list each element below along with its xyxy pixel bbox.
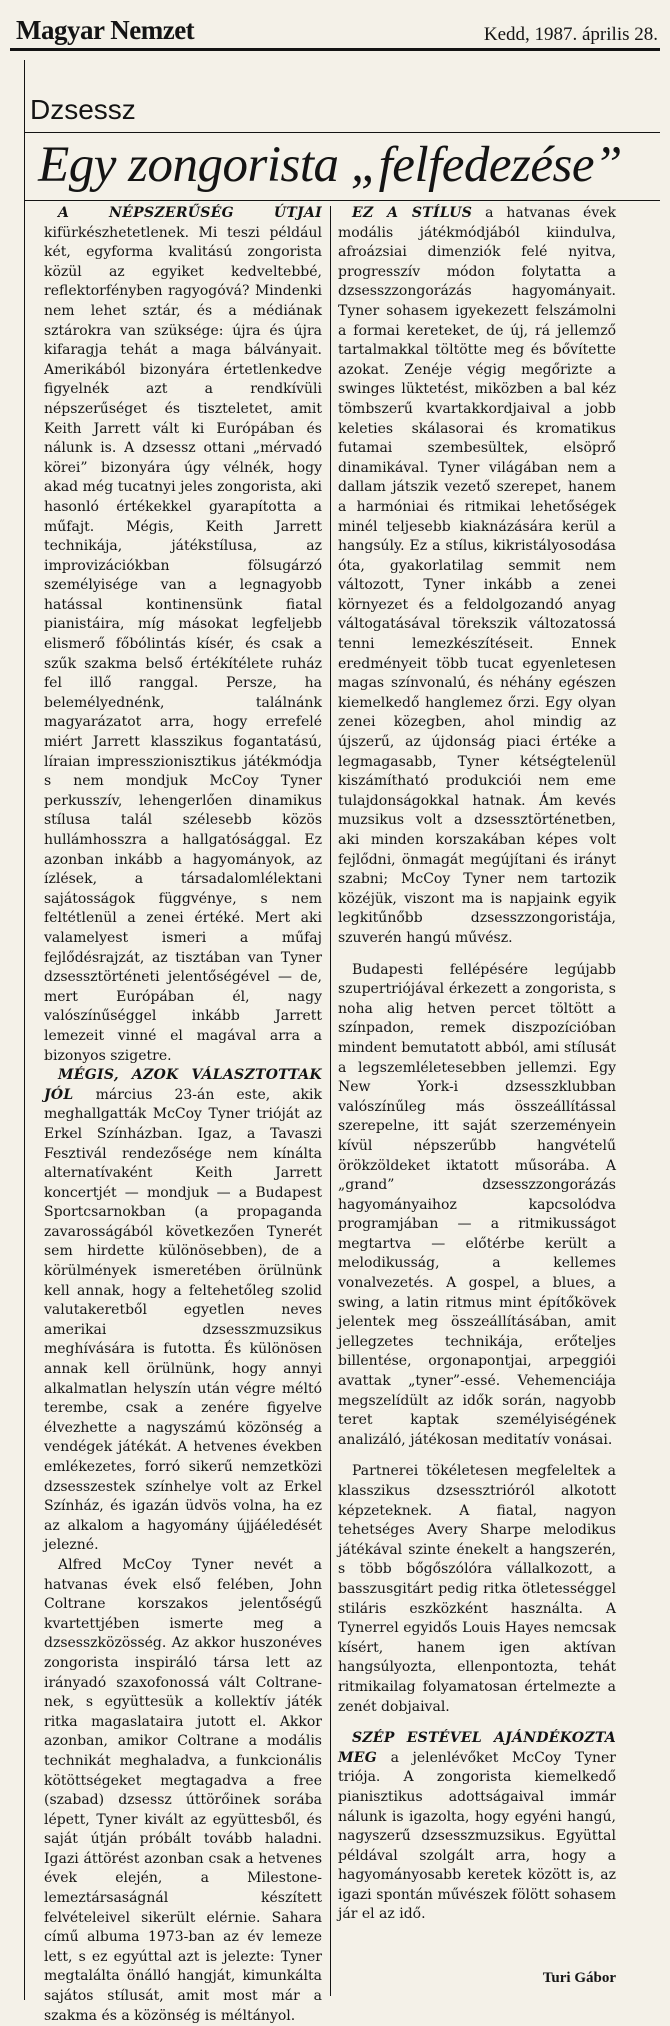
paragraph — [44, 1066, 322, 1556]
paragraph — [338, 961, 616, 1451]
column-divider — [330, 206, 331, 1996]
lead-in: SZÉP ESTÉVEL AJÁNDÉKOZTA MEG — [338, 1730, 616, 1766]
lead-in: EZ A STÍLUS — [352, 205, 473, 221]
headline-rule — [24, 200, 660, 201]
lead-in: MÉGIS, AZOK VÁLASZTOTTAK JÓL — [44, 1067, 322, 1103]
paragraph-text: Partnerei tökéletesen megfeleltek a klasszikus dzsessztrióról alkotott képzeteknek. A fiatal, nagyon tehetséges Avery Sharpe melodikus játékával szinte énekelt a hangszerén, s több bőgőszólóra vállalkozott, a basszusgitárt pedig ritka ötletességgel stiláris eszközként használta. A Tynerrel egyidős Louis Hayes nemcsak kísért, hanem igen aktívan hangsúlyozta, ellenpontozta, tehát ritmikailag folyamatosan értelmezte a zenét dobjaival. — [338, 1463, 616, 1715]
paragraph-text: a jelenlévőket McCoy Tyner triója. A zongorista kiemelkedő pianisztikus adottságaival immár nálunk is igazolta, hogy egyéni hangú, nagyszerű dzsesszmuzsikus. Együttal példával szolgált arra, hogy a hagyományosabb keretek között is, az igazi spontán művészek fölött sohasem jár el az idő. — [338, 1749, 616, 1923]
issue-date: Kedd, 1987. április 28. — [483, 24, 658, 45]
paragraph — [338, 204, 616, 949]
article-column-left — [44, 204, 322, 2026]
paragraph — [44, 1556, 322, 2026]
section-label: Dzsessz — [30, 94, 136, 125]
masthead-rule — [10, 48, 660, 51]
headline: Egy zongorista „felfedezése” — [38, 137, 622, 193]
section-rule — [24, 132, 660, 133]
byline: Turi Gábor — [542, 1970, 616, 1986]
paragraph — [338, 1462, 616, 1717]
masthead — [6, 6, 664, 46]
paragraph-text: Alfred McCoy Tyner nevét a hatvanas évek első felében, John Coltrane korszakos jelentőségű kvartettjében ismerte meg a dzsesszközösség. Az akkor huszonéves zongorista inspiráló társa lett az irányadó szaxofonossá vált Coltrane-nek, s együttesük a kollektív játék ritka magaslataira jutott el. Akkor azonban, amikor Coltrane a modális technikát meghaladva, a funkcionális kötöttségeket megtagadva a free (szabad) dzsessz úttörőinek sorába lépett, Tyner kivált az együttesből, és saját útján próbált tovább haladni. Igazi áttörést azonban csak a hetvenes évek elején, a Milestone-lemeztársaságnál készített felvételeivel sikerült elérnie. Sahara című albuma 1973-ban az év lemeze lett, s ez egyúttal azt is jelezte: Tyner megtalálta önálló hangját, kimunkálta sajátos stílusát, amit most már a szakma és a közönség is méltányol. — [44, 1556, 322, 2024]
paragraph-text: a hatvanas évek modális játékmódjából kiindulva, afroázsiai dimenziók felé nyitva, progresszív módon folytatta a dzsesszzongorázás hagyományait. Tyner sohasem igyekezett felszámolni a formai kereteket, de új, rá jellemző tartalmakkal töltötte meg és bővítette azokat. Zenéje végig megőrizte a swinges lüktetést, miközben a bal kéz tömbszerű kvartakkordjaival a jobb keleties skálasorai és kromatikus futamai szembesültek, elsöprő dinamikával. Tyner világában nem a dallam játszik vezető szerepet, hanem a harmóniai és ritmikai lehetőségek minél teljesebb kiaknázására kerül a hangsúly. Ez a stílus, kikristályosodása óta, gyakorlatilag semmit nem változott, Tyner inkább a zenei környezet és a feldolgozandó anyag váltogatásával törekszik változatossá tenni lemezkészítéseit. Ennek eredményeit több tucat egyenletesen magas színvonalú, és néhány egészen kiemelkedő hanglemez őrzi. Egy olyan zenei közegben, ahol mindig az újszerű, az újdonság piaci értéke a legmagasabb, Tyner kétségtelenül kiszámítható produkciói nem eme tulajdonságokkal hatnak. Ám kevés muzsikus volt a dzsessztörténetben, aki minden korszakában képes volt fejlődni, önmagát megújítani és irányt szabni; McCoy Tyner nem tartozik közéjük, viszont ma is napjaink egyik legkitűnőbb dzsesszzongoristája, szuverén hangú művész. — [338, 205, 616, 946]
article-column-right — [338, 204, 616, 1925]
lead-in: A NÉPSZERŰSÉG ÚTJAI — [58, 205, 322, 221]
paragraph-text: március 23-án este, akik meghallgatták McCoy Tyner trióját az Erkel Színházban. Igaz, a Tavaszi Fesztivál rendezősége nem kínálta alternatívaként Keith Jarrett koncertjét — mondjuk — a Budapest Sportcsarnokban (a propaganda zavarosságából következően Tynerét sem hirdette különösebben), de a körülmények ismeretében örülnünk kell annak, hogy a feltehetőleg szolid valutakeretből egyetlen neves amerikai dzsesszmuzsikus meghívására is futotta. És különösen annak kell örülnünk, hogy annyi alkalmatlan helyszín után végre méltó terembe, csak a zenére figyelve élvezhette a nagyszámú közönség a vendégek játékát. A hetvenes években emlékezetes, forró sikerű nemzetközi dzsesszestek színhelye volt az Erkel Színház, és igazán üdvös volna, ha ez az alkalom a hagyomány újjáéledését jelezné. — [44, 1086, 322, 1554]
paragraph — [338, 1729, 616, 1925]
left-border-rule — [24, 60, 25, 2000]
paragraph-text: Budapesti fellépésére legújabb szupertriójával érkezett a zongorista, s noha alig hetven percet töltött a színpadon, remek diszpozícióban mindent bemutatott abból, ami stílusát a legszemléletesebben jellemzi. Egy New York-i dzsesszklubban valószínűleg más összeállítással szerepelne, itt saját szerzeményein kívül népszerűbb hangvételű örökzöldeket iktatott műsorába. A „grand” dzsesszzongorázás hagyományaihoz kapcsolódva programjában — a ritmikusságot megtartva — előtérbe került a melodikusság, a kellemes vonalvezetés. A gospel, a blues, a swing, a latin ritmus mint építőkövek jelentek meg összeállításában, amit jellegzetes technikája, erőteljes billentése, orgonapontjai, arpeggiói avattak „tyner”-essé. Vehemenciája megszelídült az idők során, nagyobb teret kaptak személyiségének analizáló, játékosan meditatív vonásai. — [338, 961, 616, 1448]
paragraph-text: kifürkészhetetlenek. Mi teszi például két, egyforma kvalitású zongorista közül az egyiket kedveltebbé, reflektorfényben ragyogóvá? Mindenki nem lehet sztár, és a médiának sztárokra van szüksége: újra és újra kifaragja tehát a maga bálványait. Amerikából bizonyára értetlenkedve figyelnék azt a rendkívüli népszerűséget és tiszteletet, amit Keith Jarrett vált ki Európában és nálunk is. A dzsessz ottani „mérvadó körei” bizonyára úgy vélnék, hogy akad még tucatnyi jeles zongorista, aki hasonló értékekkel gyarapította a műfajt. Mégis, Keith Jarrett technikája, játékstílusa, az improvizációkban fölsugárzó személyisége van a legnagyobb hatással kontinensünk fiatal pianistáira, míg másokat legfeljebb elismerő főbólintás kísér, és csak a szűk szakma belső értékítélete ruház fel illő ranggal. Persze, ha belemélyednénk, találnánk magyarázatot arra, hogy errefelé miért Jarrett klasszikus fogantatású, líraian impresszionisztikus játékmódja s nem mondjuk McCoy Tyner perkusszív, lehengerlően dinamikus stílusa talál szélesebb közös hullámhosszra a hallgatósággal. Ez azonban inkább a hagyományok, az ízlések, a társadalomlélektani sajátosságok függvénye, s nem feltétlenül a zenei értéké. Mert aki valamelyest ismeri a műfaj fejlődésrajzát, az tisztában van Tyner dzsessztörténeti jelentőségével — de, mert Európában él, nagy valószínűséggel inkább Jarrett lemezeit vinné el magával arra a bizonyos szigetre. — [44, 224, 322, 1064]
paper-name: Magyar Nemzet — [16, 15, 195, 45]
paragraph — [44, 204, 322, 1066]
